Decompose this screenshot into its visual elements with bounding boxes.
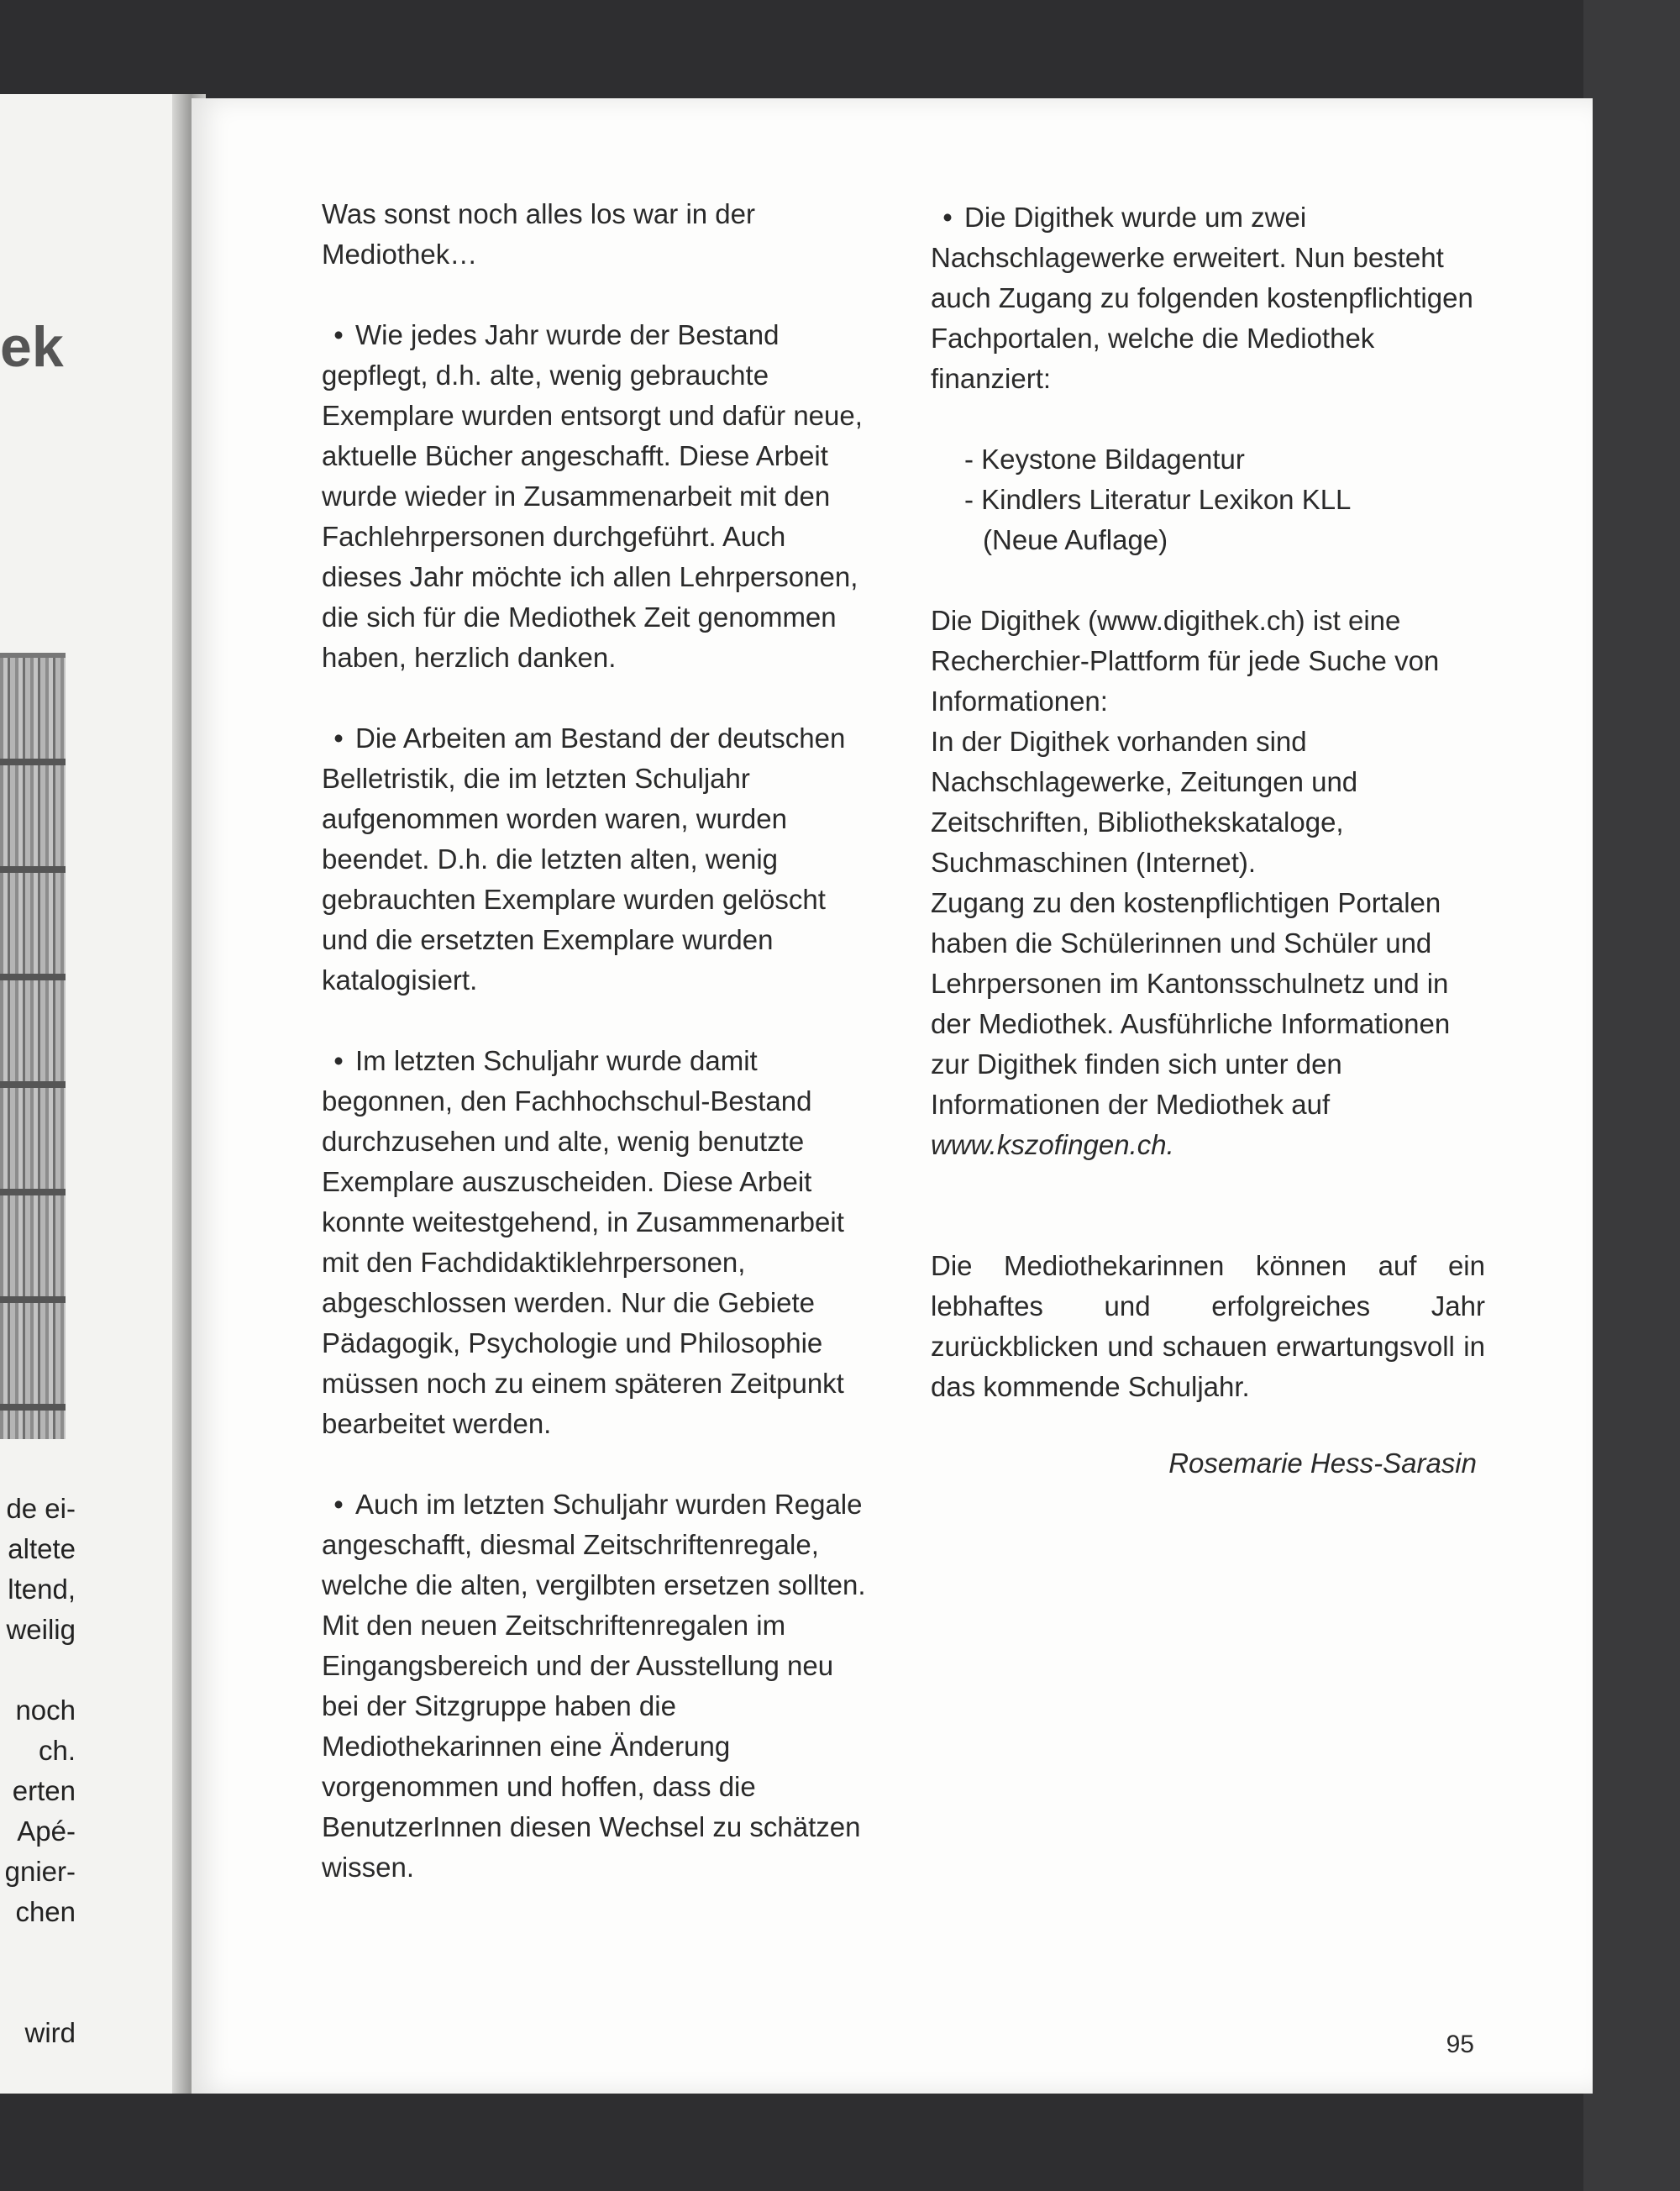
page-number: 95 (1446, 2031, 1474, 2058)
signature: Rosemarie Hess-Sarasin (1168, 1448, 1477, 1479)
bullet-paragraph (322, 718, 868, 1001)
left-column (322, 194, 868, 1888)
left-line: wird (24, 2017, 76, 2048)
bullet-icon: • (942, 202, 953, 233)
left-line: gnier- (4, 1856, 76, 1887)
left-line: Apé- (17, 1815, 76, 1847)
portal-item: - Kindlers Literatur Lexikon KLL (964, 484, 1352, 515)
left-line: erten (12, 1775, 76, 1806)
left-line: ch. (38, 1735, 76, 1766)
bullet-paragraph (931, 197, 1485, 399)
left-line: de ei- (6, 1493, 76, 1524)
left-page-heading-fragment: ek (0, 315, 64, 379)
left-line (0, 1973, 76, 2013)
digithek-access-text: Zugang zu den kostenpflichtigen Portalen haben die Schülerinnen und Schüler und Lehrpersonen im Kantonsschulnetz und in der Mediothek. Ausführliche Informationen zur Digithek finden sich unter den Informationen der Mediothek auf (931, 887, 1451, 1120)
portal-note: (Neue Auflage) (983, 524, 1168, 555)
digithek-description: Die Digithek (www.digithek.ch) ist eine Recherchier-Plattform für jede Suche von Informationen: (931, 605, 1440, 717)
left-line: noch (15, 1694, 76, 1726)
bullet-paragraph (322, 1041, 868, 1444)
portal-list (931, 439, 1485, 560)
left-page-text-fragments (0, 1489, 76, 2053)
digithek-contents: In der Digithek vorhanden sind Nachschlagewerke, Zeitungen und Zeitschriften, Bibliothekskataloge, Suchmaschinen (Internet). (931, 726, 1358, 878)
bullet-icon: • (333, 319, 344, 350)
left-line: altete (8, 1533, 76, 1564)
scan-background (1583, 0, 1680, 2191)
left-line (0, 1650, 76, 1690)
intro-line: Was sonst noch alles los war in der (322, 198, 755, 229)
bullet-icon: • (333, 1489, 344, 1520)
left-page (0, 94, 189, 2094)
left-line: weilig (6, 1614, 76, 1645)
portal-item: - Keystone Bildagentur (964, 444, 1245, 475)
bullet-text: Wie jedes Jahr wurde der Bestand gepflegt, d.h. alte, wenig gebrauchte Exemplare wurden entsorgt und dafür neue, aktuelle Bücher angeschafft. Diese Arbeit wurde wieder in Zusammenarbeit mit den Fachlehrpersonen durchgeführt. Auch dieses Jahr möchte ich allen Lehrpersonen, die sich für die Mediothek Zeit genommen haben, herzlich danken. (322, 319, 863, 673)
left-line: chen (15, 1896, 76, 1927)
bullet-paragraph (322, 315, 868, 678)
digithek-access (931, 883, 1485, 1165)
bullet-icon: • (333, 722, 344, 754)
closing-paragraph: Die Mediothekarinnen können auf ein lebhaftes und erfolgreiches Jahr zurückblicken und schauen erwartungsvoll in das kommende Schuljahr. (931, 1250, 1485, 1402)
right-column (931, 197, 1485, 1407)
website-url: www.kszofingen.ch. (931, 1129, 1174, 1160)
bullet-text: Im letzten Schuljahr wurde damit begonnen, den Fachhochschul-Bestand durchzusehen und alte, wenig benutzte Exemplare auszuscheiden. Diese Arbeit konnte weitestgehend, in Zusammenarbeit mit den Fachdidaktiklehrpersonen, abgeschlossen werden. Nur die Gebiete Pädagogik, Psychologie und Philosophie müssen noch zu einem späteren Zeitpunkt bearbeitet werden. (322, 1045, 844, 1439)
left-line: ltend, (8, 1574, 76, 1605)
bullet-icon: • (333, 1045, 344, 1076)
left-line (0, 1932, 76, 1973)
digithek-bullet-text: Die Digithek wurde um zwei Nachschlagewerke erweitert. Nun besteht auch Zugang zu folgenden kostenpflichtigen Fachportalen, welche die Mediothek finanziert: (931, 202, 1473, 394)
bookshelf-photo (0, 653, 66, 1439)
bullet-text: Die Arbeiten am Bestand der deutschen Belletristik, die im letzten Schuljahr aufgenommen worden waren, wurden beendet. D.h. die letzten alten, wenig gebrauchten Exemplare wurden gelöscht und die ersetzten Exemplare wurden katalogisiert. (322, 722, 846, 996)
intro-line: Mediothek… (322, 239, 478, 270)
bullet-text: Auch im letzten Schuljahr wurden Regale angeschafft, diesmal Zeitschriftenregale, welche die alten, vergilbten ersetzen sollten. Mit den neuen Zeitschriftenregalen im Eingangsbereich und der Ausstellung neu bei der Sitzgruppe haben die Mediothekarinnen eine Änderung vorgenommen und hoffen, dass die BenutzerInnen diesen Wechsel zu schätzen wissen. (322, 1489, 866, 1883)
bullet-paragraph (322, 1484, 868, 1888)
